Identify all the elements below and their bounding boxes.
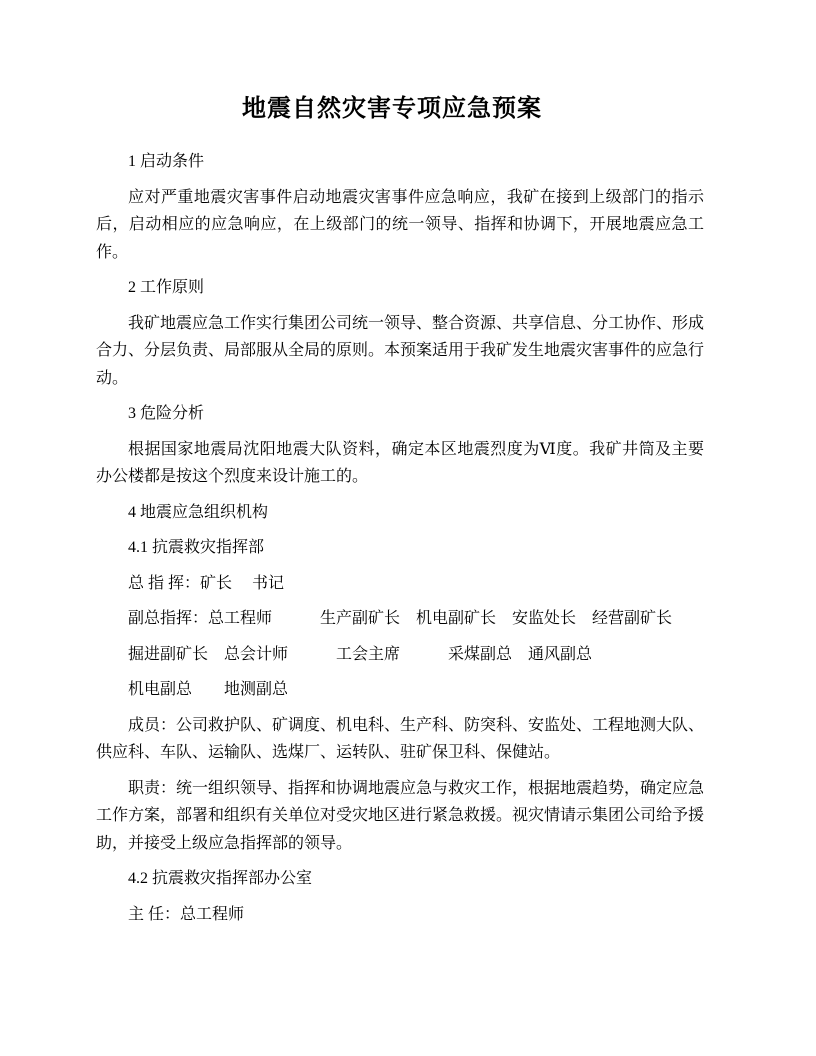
heading-2-work-principles: 2 工作原则 <box>128 279 205 296</box>
heading-3-risk-analysis: 3 危险分析 <box>128 405 205 422</box>
para-startup-response: 应对严重地震灾害事件启动地震灾害事件应急响应，我矿在接到上级部门的指示后，启动相应的应急响应，在上级部门的统一领导、指挥和协调下，开展地震应急工作。 <box>96 188 704 261</box>
para-deputy-commanders-1: 副总指挥：总工程师 生产副矿长 机电副矿长 安监处长 经营副矿长 <box>128 610 673 627</box>
para-risk-analysis: 根据国家地震局沈阳地震大队资料，确定本区地震烈度为Ⅵ度。我矿井筒及主要办公楼都是按这个烈度来设计施工的。 <box>96 440 704 485</box>
para-chief-commander: 总 指 挥：矿长 书记 <box>128 574 285 592</box>
heading-4-2-hq-office: 4.2 抗震救灾指挥部办公室 <box>128 870 313 887</box>
para-duties: 职责：统一组织领导、指挥和协调地震应急与救灾工作，根据地震趋势，确定应急工作方案，部署和组织有关单位对受灾地区进行紧急救援。视灾情请示集团公司给予援助，并接受上级应急指挥部的领导。 <box>96 779 705 852</box>
heading-1-startup-conditions: 1 启动条件 <box>128 153 205 170</box>
para-office-director: 主 任：总工程师 <box>128 905 245 923</box>
heading-4-org-structure: 4 地震应急组织机构 <box>128 503 269 521</box>
para-deputy-commanders-2: 掘进副矿长 总会计师 工会主席 采煤副总 通风副总 <box>128 645 593 663</box>
para-deputy-commanders-3: 机电副总 地测副总 <box>128 681 289 698</box>
para-work-principles: 我矿地震应急工作实行集团公司统一领导、整合资源、共享信息、分工协作、形成合力、分层负责、局部服从全局的原则。本预案适用于我矿发生地震灾害事件的应急行动。 <box>96 314 705 387</box>
doc-title: 地震自然灾害专项应急预案 <box>242 96 542 122</box>
heading-4-1-command-hq: 4.1 抗震救灾指挥部 <box>128 539 265 556</box>
para-members: 成员：公司救护队、矿调度、机电科、生产科、防突科、安监处、工程地测大队、供应科、车队、运输队、选煤厂、运转队、驻矿保卫科、保健站。 <box>96 716 705 761</box>
